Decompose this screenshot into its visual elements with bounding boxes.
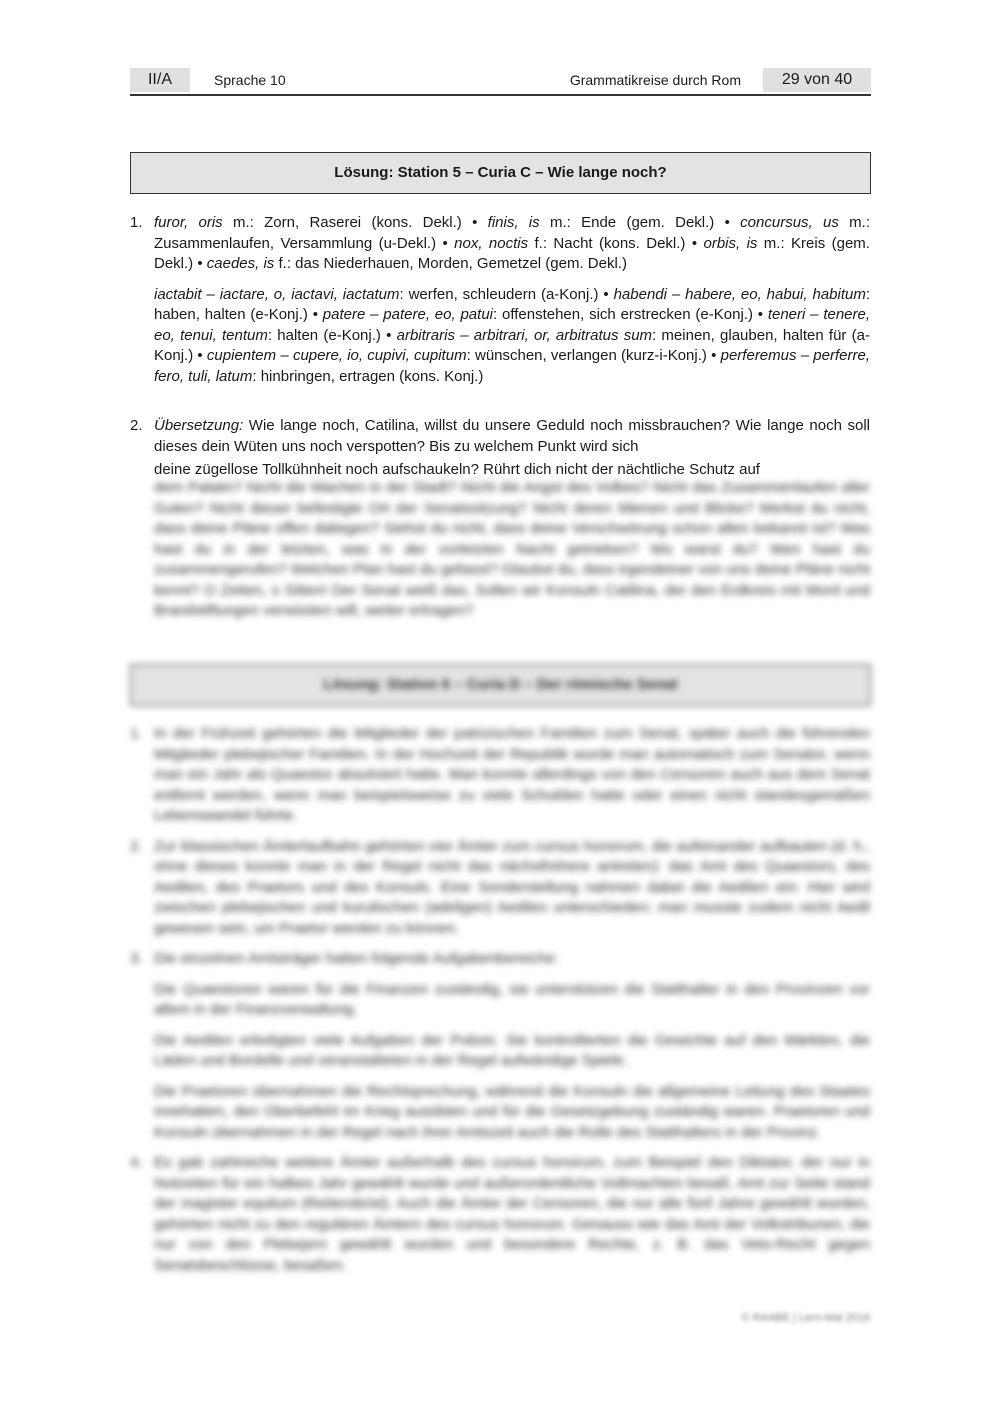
station6-item (130, 949, 870, 1143)
latin-term: patere – patere, eo, patui (322, 306, 493, 323)
latin-term: orbis, is (703, 234, 758, 252)
gloss-text: m.: Ende (gem. Dekl.) • (539, 214, 741, 231)
latin-term: cupientem – cupere, io, cupivi, cupitum (206, 347, 467, 364)
gloss-text: : offenstehen, sich erstrecken (e-Konj.) • (493, 306, 768, 323)
latin-term: perferemus – perferre, fero, tuli, latum (154, 347, 870, 385)
gloss-text: : hinbringen, ertragen (kons. Konj.) (252, 367, 484, 385)
subject-label: Sprache 10 (214, 72, 286, 88)
station5-heading: Lösung: Station 5 – Curia C – Wie lange noch? (130, 152, 871, 194)
section-label: II/A (130, 68, 190, 92)
gloss-text: m.: Kreis (gem. Dekl.) • (154, 234, 870, 272)
gloss-text: f.: das Niederhauen, Morden, Gemetzel (gem. Dekl.) (274, 255, 627, 272)
translation-cut-line: deine zügellose Tollkühnheit noch aufschaukeln? Rührt dich nicht der nächtliche Schutz auf (154, 461, 760, 478)
gloss-text: f.: Nacht (kons. Dekl.) • (528, 234, 704, 252)
gloss-text: : meinen, glauben, halten für (a-Konj.) • (154, 326, 870, 364)
answer-paragraph: Die Aedilen erledigten viele Aufgaben der Polizei. Sie kontrollierten die Gewichte auf den Märkten, die Läden und Bordelle und veranstalteten in der Regel aufwändige Spiele. (154, 1031, 870, 1069)
document-title: Grammatikreise durch Rom (569, 72, 741, 88)
station6-heading: Lösung: Station 6 – Curia D – Der römische Senat (130, 664, 871, 706)
translation-blurred: dem Palatin? Nicht die Wachen in der Stadt? Nicht die Angst des Volkes? Nicht das Zusammenlaufen aller Guten? Nicht dieser befestigte Ort der Senatssitzung? Nicht deren Mienen und Blicke? Merkst du nicht, dass deine Pläne offen daliegen? Siehst du nicht, dass deine Verschwörung schon allen bekannt ist? Was hast du in der letzten, was in der vorletzten Nacht getrieben? Wo warst du? Wen hast du zusammengerufen? Welchen Plan hast du gefasst? Glaubst du, dass irgendeiner von uns deine Pläne nicht kennt? O Zeiten, o Sitten! Der Senat weiß das, Sollen wir Konsuln Catilina, der den Erdkreis mit Mord und Brandstiftungen verwüsten will, weiter ertragen? (154, 479, 870, 619)
latin-term: iactabit – iactare, o, iactavi, iactatum (154, 285, 400, 303)
vocab-paragraph-nouns (154, 213, 870, 275)
latin-term: arbitraris – arbitrari, or, arbitratus sum (396, 326, 653, 344)
translation-label: Übersetzung: (154, 417, 244, 434)
gloss-text: : wünschen, verlangen (kurz-i-Konj.) • (466, 347, 721, 364)
station6-items (130, 724, 870, 1286)
answer-paragraph: Es gab zahlreiche weitere Ämter außerhalb des cursus honorum, zum Beispiel den Diktator, der nur in Notzeiten für ein halbes Jahr gewählt wurde und außerordentliche Vollmachten besaß. Amt zur Seite stand der magister equitum (Reiterobrist). Auch die Ämter der Censoren, die nur alle fünf Jahre gewählt wurden, gehörten nicht zu den regulären Ämtern des cursus honorum. Genauso wie das Amt der Volkstribunen, die nur von den Plebejern gewählt wurden und besondere Rechte, z. B. das Veto-Recht gegen Senatsbeschlüsse, besaßen. (154, 1154, 870, 1274)
gloss-text: : haben, halten (e-Konj.) • (154, 285, 870, 323)
answer-paragraph: Zur klassischen Ämterlaufbahn gehörten vier Ämter zum cursus honorum, die aufeinander aufbauten (d. h., ohne dieses konnte man in der Regel nicht das nächsthöhere antreten): das Amt des Quaestors, des Aedilen, des Praetors und des Konsuls. Eine Sonderstellung nahmen dabei die Aedilen ein: Hier wird zwischen plebejischen und kurulischen (adeligen) Aedilen unterschieden; man musste zudem nicht Aedil gewesen sein, um Praetor werden zu können. (154, 837, 870, 937)
copyright-footer: © RAABE | Lern-Mal 2016 (741, 1312, 870, 1324)
answer-paragraph: Die Praetoren übernahmen die Rechtsprechung, während die Konsuln die allgemeine Leitung des Staates innehatten, den Oberbefehl im Krieg ausübten und für die Gesetzgebung zuständig waren. Praetoren und Konsuln übernahmen in der Regel nach ihrer Amtszeit auch die Rolle des Statthalters in der Provinz. (154, 1082, 870, 1141)
latin-term: teneri – tenere, eo, tenui, tentum (154, 306, 871, 344)
item-number: 2. (130, 417, 143, 434)
latin-term: nox, noctis (454, 234, 529, 252)
latin-term: furor, oris (154, 214, 223, 231)
latin-term: habendi – habere, eo, habui, habitum (613, 285, 866, 303)
latin-term: finis, is (487, 214, 540, 231)
translation-text: Wie lange noch, Catilina, willst du unsere Geduld noch missbrauchen? Wie lange noch soll dieses dein Wüten uns noch verspotten? Bis zu welchem Punkt wird sich (154, 417, 870, 455)
gloss-text: m.: Zusammenlaufen, Versammlung (u-Dekl.) • (154, 214, 871, 252)
latin-term: concursus, us (740, 214, 839, 231)
item-number: 3. (130, 950, 143, 967)
gloss-text: m.: Zorn, Raserei (kons. Dekl.) • (222, 214, 488, 231)
answer-paragraph: Die einzelnen Amtsträger hatten folgende Aufgabenbereiche: (154, 950, 559, 967)
page-number: 29 von 40 (763, 68, 871, 92)
answer-paragraph: Die Quaestoren waren für die Finanzen zuständig, sie unterstützen die Statthalter in den Provinzen vor allem in der Finanzverwaltung. (154, 980, 870, 1018)
answer-paragraph: In der Frühzeit gehörten die Mitglieder der patrizischen Familien zum Senat, später auch die führenden Mitglieder plebejischer Familien. In der Hochzeit der Republik wurde man automatisch zum Senator, wenn man ein Jahr als Quaestor absolviert hatte. Man konnte allerdings von den Censoren auch aus dem Senat entfernt werden, wenn man beispielsweise zu viele Schulden hatte oder einen nicht standesgemäßen Lebenswandel führte. (154, 725, 870, 824)
item-number: 1. (130, 214, 143, 231)
item-number: 4. (130, 1154, 143, 1171)
station5-item-1 (130, 213, 870, 397)
station6-item (130, 1153, 870, 1276)
page-header (130, 68, 871, 96)
gloss-text: : halten (e-Konj.) • (267, 326, 397, 344)
station5-item-2 (130, 416, 870, 457)
latin-term: caedes, is (206, 255, 275, 272)
gloss-text: : werfen, schleudern (a-Konj.) • (399, 285, 614, 303)
station6-item (130, 724, 870, 827)
vocab-paragraph-verbs (154, 285, 870, 388)
item-number: 1. (130, 725, 143, 742)
item-number: 2. (130, 837, 143, 855)
station6-item (130, 837, 870, 940)
